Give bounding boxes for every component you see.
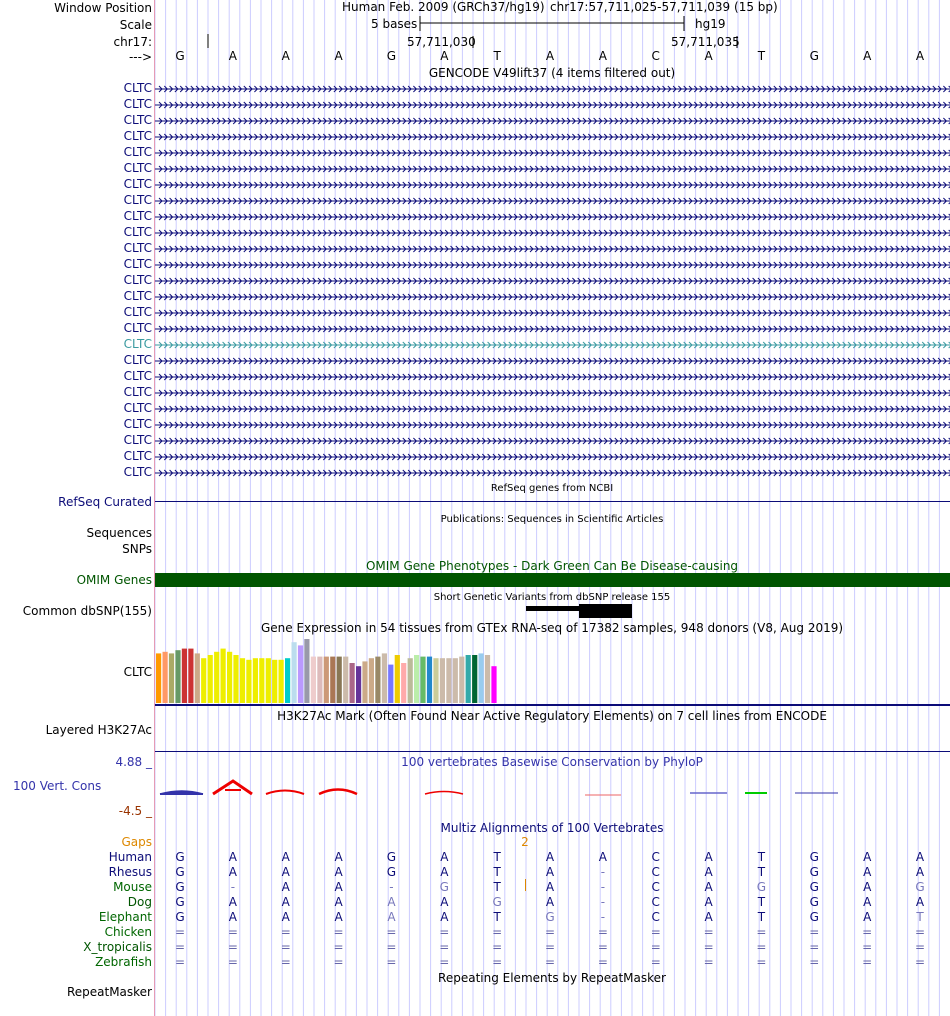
- gencode-gene-label[interactable]: CLTC: [123, 385, 152, 399]
- alignment-base: G: [809, 910, 819, 924]
- alignment-base: A: [440, 865, 449, 879]
- reference-base: C: [651, 49, 660, 63]
- alignment-base: A: [281, 895, 290, 909]
- alignment-base: T: [916, 910, 924, 924]
- alignment-base: G: [175, 910, 185, 924]
- alignment-base: A: [704, 910, 713, 924]
- gencode-transcript[interactable]: [155, 436, 950, 446]
- gtex-tissue-bar[interactable]: [163, 652, 168, 703]
- alignment-base: A: [545, 895, 555, 909]
- reference-base: G: [386, 49, 397, 63]
- gap-insertion-mark[interactable]: [525, 879, 526, 891]
- omim-gene-bar[interactable]: [155, 573, 950, 587]
- gencode-gene-label[interactable]: CLTC: [123, 209, 152, 223]
- gencode-transcript[interactable]: [155, 116, 950, 126]
- dbsnp-label[interactable]: Common dbSNP(155): [22, 604, 152, 618]
- gencode-transcript[interactable]: [155, 388, 950, 398]
- dbsnp-variant-thin[interactable]: [526, 606, 579, 611]
- reference-base: G: [175, 49, 185, 63]
- gencode-gene-label[interactable]: CLTC: [123, 353, 152, 367]
- reference-base: A: [334, 49, 343, 63]
- gtex-tissue-bar[interactable]: [195, 653, 200, 703]
- gtex-tissue-bar[interactable]: [169, 653, 174, 703]
- reference-base: T: [757, 49, 766, 63]
- gtex-tissue-bar[interactable]: [466, 655, 471, 703]
- reference-base: A: [440, 49, 449, 63]
- alignment-base: G: [809, 880, 819, 894]
- scale-label: Scale: [119, 18, 152, 32]
- gtex-tissue-bar[interactable]: [201, 658, 206, 703]
- alignment-base: =: [280, 955, 291, 969]
- alignment-base: =: [439, 940, 450, 954]
- alignment-base: A: [915, 850, 925, 864]
- alignment-base: =: [915, 955, 926, 969]
- alignment-base: =: [386, 940, 397, 954]
- gtex-tissue-bar[interactable]: [479, 653, 484, 703]
- gencode-transcript[interactable]: [155, 84, 950, 94]
- alignment-base: =: [703, 925, 714, 939]
- alignment-base: A: [281, 880, 290, 894]
- species-label[interactable]: Zebrafish: [95, 955, 152, 969]
- alignment-base: G: [439, 880, 449, 894]
- gtex-tissue-bar[interactable]: [317, 657, 322, 703]
- gtex-tissue-bar[interactable]: [233, 655, 238, 703]
- repeatmasker-title: Repeating Elements by RepeatMasker: [438, 971, 666, 985]
- gencode-gene-label[interactable]: CLTC: [123, 257, 152, 271]
- gaps-value: 2: [521, 835, 529, 849]
- alignment-base: C: [651, 865, 660, 879]
- alignment-base: G: [175, 880, 185, 894]
- gencode-transcript[interactable]: [155, 228, 950, 238]
- gencode-gene-label[interactable]: CLTC: [123, 161, 152, 175]
- reference-base: A: [863, 49, 872, 63]
- gencode-transcript[interactable]: [155, 244, 950, 254]
- alignment-base: =: [650, 955, 661, 969]
- gencode-transcript[interactable]: [155, 340, 950, 350]
- gencode-gene-label[interactable]: CLTC: [123, 449, 152, 463]
- gtex-bar-chart[interactable]: [155, 630, 950, 710]
- species-label[interactable]: Mouse: [113, 880, 152, 894]
- gtex-tissue-bar[interactable]: [362, 661, 367, 703]
- alignment-base: =: [439, 925, 450, 939]
- gtex-tissue-bar[interactable]: [453, 658, 458, 703]
- reference-base: T: [493, 49, 501, 63]
- gencode-gene-label[interactable]: CLTC: [123, 369, 152, 383]
- gencode-transcript[interactable]: [155, 260, 950, 270]
- gtex-tissue-bar[interactable]: [259, 658, 264, 703]
- alignment-base: =: [280, 925, 291, 939]
- alignment-base: G: [386, 865, 397, 879]
- species-label[interactable]: Elephant: [98, 910, 152, 924]
- gencode-transcript[interactable]: [155, 132, 950, 142]
- alignment-base: A: [545, 880, 555, 894]
- publications-title: Publications: Sequences in Scientific Articles: [440, 514, 664, 525]
- alignment-base: A: [863, 910, 872, 924]
- alignment-base: =: [809, 925, 820, 939]
- alignment-base: T: [493, 850, 501, 864]
- alignment-base: =: [386, 925, 397, 939]
- alignment-base: =: [915, 925, 926, 939]
- gtex-tissue-bar[interactable]: [298, 645, 303, 703]
- gencode-gene-label[interactable]: CLTC: [123, 97, 152, 111]
- gtex-tissue-bar[interactable]: [485, 655, 490, 703]
- alignment-base: T: [493, 865, 501, 879]
- gencode-gene-label[interactable]: CLTC: [123, 273, 152, 287]
- alignment-base: G: [809, 865, 819, 879]
- gtex-tissue-bar[interactable]: [246, 660, 251, 703]
- gtex-tissue-bar[interactable]: [401, 663, 406, 703]
- species-label[interactable]: X_tropicalis: [83, 940, 152, 954]
- alignment-base: =: [227, 940, 238, 954]
- chrom-label: chr17:: [113, 35, 152, 49]
- h3k27ac-title: H3K27Ac Mark (Often Found Near Active Regulatory Elements) on 7 cell lines from ENCODE: [277, 709, 827, 723]
- alignment-base: =: [756, 925, 767, 939]
- gtex-tissue-bar[interactable]: [427, 657, 432, 703]
- gencode-gene-label[interactable]: CLTC: [123, 289, 152, 303]
- gencode-gene-label[interactable]: CLTC: [123, 193, 152, 207]
- gencode-gene-label[interactable]: CLTC: [123, 465, 152, 479]
- species-label[interactable]: Chicken: [104, 925, 152, 939]
- alignment-base: A: [704, 880, 713, 894]
- gtex-tissue-bar[interactable]: [337, 657, 342, 703]
- reference-base: A: [281, 49, 290, 63]
- gtex-tissue-bar[interactable]: [272, 660, 277, 703]
- gencode-transcript[interactable]: [155, 292, 950, 302]
- gencode-gene-label[interactable]: CLTC: [123, 177, 152, 191]
- alignment-base: A: [915, 895, 925, 909]
- gtex-tissue-bar[interactable]: [227, 652, 232, 703]
- alignment-base: A: [545, 865, 555, 879]
- coord-right: 57,711,035: [671, 35, 740, 49]
- track-area[interactable]: [155, 0, 950, 1016]
- gencode-gene-label[interactable]: CLTC: [123, 81, 152, 95]
- alignment-base: G: [809, 895, 819, 909]
- publications-label[interactable]: Sequences: [86, 526, 152, 540]
- gtex-tissue-bar[interactable]: [459, 657, 464, 703]
- gencode-transcript[interactable]: [155, 372, 950, 382]
- gencode-transcript[interactable]: [155, 404, 950, 414]
- species-label[interactable]: Rhesus: [108, 865, 152, 879]
- gencode-transcript[interactable]: [155, 420, 950, 430]
- gtex-baseline: [155, 704, 950, 706]
- gtex-tissue-bar[interactable]: [279, 660, 284, 703]
- reference-base: G: [809, 49, 819, 63]
- alignment-base: A: [704, 850, 713, 864]
- gencode-transcript[interactable]: [155, 324, 950, 334]
- gtex-tissue-bar[interactable]: [208, 655, 213, 703]
- alignment-base: =: [492, 925, 503, 939]
- alignment-base: A: [281, 850, 290, 864]
- alignment-base: G: [492, 895, 502, 909]
- reference-base: A: [545, 49, 555, 63]
- gtex-tissue-bar[interactable]: [414, 655, 419, 703]
- reference-base: A: [915, 49, 925, 63]
- alignment-base: A: [228, 865, 237, 879]
- alignment-base: A: [440, 850, 449, 864]
- alignment-base: -: [600, 895, 606, 909]
- alignment-base: -: [600, 910, 606, 924]
- alignment-base: =: [333, 925, 344, 939]
- gtex-tissue-bar[interactable]: [408, 658, 413, 703]
- alignment-base: =: [333, 940, 344, 954]
- gtex-tissue-bar[interactable]: [472, 655, 477, 703]
- alignment-base: A: [863, 880, 872, 894]
- alignment-base: C: [651, 880, 660, 894]
- gtex-tissue-bar[interactable]: [375, 657, 380, 703]
- gtex-tissue-bar[interactable]: [446, 658, 451, 703]
- gencode-gene-label[interactable]: CLTC: [123, 241, 152, 255]
- gtex-tissue-bar[interactable]: [343, 657, 348, 703]
- gtex-tissue-bar[interactable]: [175, 650, 180, 703]
- alignment-base: =: [544, 955, 556, 969]
- refseq-gene-line[interactable]: [155, 501, 950, 502]
- gtex-tissue-bar[interactable]: [388, 665, 393, 703]
- gtex-tissue-bar[interactable]: [311, 657, 316, 703]
- alignment-base: =: [492, 955, 503, 969]
- alignment-base: =: [174, 955, 186, 969]
- alignment-base: -: [389, 880, 394, 894]
- alignment-base: G: [386, 850, 397, 864]
- alignment-base: =: [650, 940, 661, 954]
- gencode-transcript[interactable]: [155, 196, 950, 206]
- track-labels: [0, 0, 154, 1016]
- refseq-title: RefSeq genes from NCBI: [490, 483, 614, 494]
- phylop-title: 100 vertebrates Basewise Conservation by PhyloP: [401, 755, 703, 769]
- gtex-tissue-bar[interactable]: [188, 649, 193, 703]
- alignment-base: =: [597, 925, 608, 939]
- reference-base: A: [228, 49, 237, 63]
- gtex-tissue-bar[interactable]: [304, 639, 309, 703]
- gtex-tissue-bar[interactable]: [440, 658, 445, 703]
- gencode-transcript[interactable]: [155, 148, 950, 158]
- gtex-tissue-bar[interactable]: [156, 653, 161, 703]
- h3k27ac-baseline: [155, 751, 950, 752]
- gtex-tissue-bar[interactable]: [266, 658, 271, 703]
- alignment-base: =: [439, 955, 450, 969]
- gencode-gene-label[interactable]: CLTC: [123, 225, 152, 239]
- gtex-tissue-bar[interactable]: [285, 658, 290, 703]
- alignment-base: A: [598, 850, 607, 864]
- alignment-base: T: [493, 880, 501, 894]
- multiz-title: Multiz Alignments of 100 Vertebrates: [440, 821, 664, 835]
- gencode-transcript[interactable]: [155, 452, 950, 462]
- gtex-tissue-bar[interactable]: [395, 655, 400, 703]
- alignment-base: A: [440, 910, 449, 924]
- alignment-base: A: [228, 895, 237, 909]
- species-label[interactable]: Dog: [127, 895, 152, 909]
- scale-text: 5 bases: [371, 17, 418, 31]
- alignment-base: A: [281, 865, 290, 879]
- gaps-label: Gaps: [121, 835, 152, 849]
- alignment-base: T: [757, 850, 766, 864]
- alignment-base: -: [600, 880, 606, 894]
- position-text: chr17:57,711,025-57,711,039 (15 bp): [550, 0, 778, 14]
- gencode-title: GENCODE V49lift37 (4 items filtered out): [428, 66, 676, 80]
- alignment-base: G: [756, 880, 767, 894]
- alignment-base: =: [544, 925, 556, 939]
- gencode-transcript[interactable]: [155, 468, 950, 478]
- alignment-base: C: [651, 895, 660, 909]
- alignment-base: A: [704, 895, 713, 909]
- refseq-label[interactable]: RefSeq Curated: [58, 495, 152, 509]
- gencode-gene-label[interactable]: CLTC: [123, 305, 152, 319]
- dbsnp-title: Short Genetic Variants from dbSNP release 155: [433, 592, 671, 603]
- gencode-gene-label[interactable]: CLTC: [123, 145, 152, 159]
- alignment-base: A: [863, 865, 872, 879]
- gtex-tissue-bar[interactable]: [214, 652, 219, 703]
- gencode-transcript[interactable]: [155, 308, 950, 318]
- alignment-base: =: [386, 955, 397, 969]
- gtex-tissue-bar[interactable]: [253, 658, 258, 703]
- reference-base: A: [704, 49, 713, 63]
- alignment-base: A: [863, 850, 872, 864]
- gencode-transcript[interactable]: [155, 100, 950, 110]
- gencode-gene-label[interactable]: CLTC: [123, 129, 152, 143]
- alignment-base: A: [387, 895, 396, 909]
- alignment-base: =: [544, 940, 556, 954]
- gtex-tissue-bar[interactable]: [292, 642, 297, 703]
- gencode-gene-label[interactable]: CLTC: [123, 337, 152, 351]
- window-position-label: Window Position: [54, 1, 152, 15]
- species-label[interactable]: Human: [108, 850, 152, 864]
- gtex-tissue-bar[interactable]: [356, 666, 361, 703]
- alignment-base: C: [651, 850, 660, 864]
- repeatmasker-label[interactable]: RepeatMasker: [66, 985, 152, 999]
- alignment-base: -: [230, 880, 236, 894]
- alignment-base: A: [334, 910, 343, 924]
- gtex-tissue-bar[interactable]: [324, 657, 329, 703]
- alignment-base: =: [333, 955, 344, 969]
- gtex-tissue-bar[interactable]: [350, 663, 355, 703]
- gtex-tissue-bar[interactable]: [330, 657, 335, 703]
- gtex-tissue-bar[interactable]: [182, 649, 187, 703]
- alignment-base: A: [334, 865, 343, 879]
- alignment-base: G: [175, 895, 185, 909]
- alignment-base: -: [600, 865, 606, 879]
- alignment-base: =: [703, 940, 714, 954]
- alignment-base: =: [597, 955, 608, 969]
- gencode-transcript[interactable]: [155, 356, 950, 366]
- alignment-base: A: [545, 850, 555, 864]
- alignment-base: =: [227, 955, 238, 969]
- alignment-base: T: [493, 910, 501, 924]
- gtex-title: Gene Expression in 54 tissues from GTEx RNA-seq of 17382 samples, 948 donors (V8, Aug 2019): [260, 621, 844, 635]
- gtex-tissue-bar[interactable]: [240, 658, 245, 703]
- alignment-base: A: [387, 910, 396, 924]
- gtex-tissue-bar[interactable]: [433, 658, 438, 703]
- alignment-base: =: [174, 940, 186, 954]
- alignment-base: A: [334, 850, 343, 864]
- gencode-gene-label[interactable]: CLTC: [123, 417, 152, 431]
- alignment-base: =: [227, 925, 238, 939]
- gtex-tissue-bar[interactable]: [369, 658, 374, 703]
- strand-label: --->: [128, 50, 152, 64]
- alignment-base: A: [704, 865, 713, 879]
- alignment-base: =: [915, 940, 926, 954]
- alignment-base: A: [334, 895, 343, 909]
- alignment-base: A: [334, 880, 343, 894]
- alignment-base: =: [809, 955, 820, 969]
- alignment-base: G: [175, 850, 185, 864]
- gencode-gene-label[interactable]: CLTC: [123, 113, 152, 127]
- coord-left: 57,711,030: [407, 35, 476, 49]
- alignment-base: =: [862, 955, 873, 969]
- alignment-base: T: [757, 895, 766, 909]
- alignment-base: A: [915, 865, 925, 879]
- snps-label[interactable]: SNPs: [122, 542, 152, 556]
- alignment-base: C: [651, 910, 660, 924]
- gtex-tissue-bar[interactable]: [491, 666, 496, 703]
- alignment-base: T: [757, 910, 766, 924]
- gencode-gene-label[interactable]: CLTC: [123, 401, 152, 415]
- gtex-tissue-bar[interactable]: [382, 653, 387, 703]
- alignment-base: A: [228, 910, 237, 924]
- reference-base: A: [598, 49, 607, 63]
- alignment-base: A: [440, 895, 449, 909]
- alignment-base: G: [175, 865, 185, 879]
- alignment-base: T: [757, 865, 766, 879]
- phylop-max-label: 4.88 _: [115, 755, 152, 769]
- alignment-base: =: [492, 940, 503, 954]
- alignment-base: =: [862, 925, 873, 939]
- alignment-base: =: [280, 940, 291, 954]
- assembly-text: Human Feb. 2009 (GRCh37/hg19): [342, 0, 545, 14]
- gencode-gene-label[interactable]: CLTC: [123, 433, 152, 447]
- alignment-base: G: [545, 910, 555, 924]
- gencode-transcript[interactable]: [155, 276, 950, 286]
- alignment-base: A: [281, 910, 290, 924]
- alignment-base: G: [915, 880, 925, 894]
- alignment-base: G: [809, 850, 819, 864]
- alignment-base: A: [863, 895, 872, 909]
- alignment-base: =: [650, 925, 661, 939]
- gencode-transcript[interactable]: [155, 180, 950, 190]
- h3k27ac-label[interactable]: Layered H3K27Ac: [45, 723, 152, 737]
- gencode-transcript[interactable]: [155, 164, 950, 174]
- phylop-label[interactable]: 100 Vert. Cons: [13, 779, 102, 793]
- phylop-min-label: -4.5 _: [118, 804, 152, 818]
- alignment-base: A: [228, 850, 237, 864]
- alignment-base: =: [597, 940, 608, 954]
- dbsnp-variant-block[interactable]: [579, 604, 632, 618]
- omim-label[interactable]: OMIM Genes: [76, 573, 152, 587]
- alignment-base: =: [703, 955, 714, 969]
- gtex-gene-label[interactable]: CLTC: [123, 665, 152, 679]
- gtex-tissue-bar[interactable]: [420, 657, 425, 703]
- gencode-gene-label[interactable]: CLTC: [123, 321, 152, 335]
- alignment-base: =: [756, 955, 767, 969]
- alignment-base: =: [862, 940, 873, 954]
- db-text: hg19: [695, 17, 726, 31]
- alignment-base: =: [756, 940, 767, 954]
- omim-title: OMIM Gene Phenotypes - Dark Green Can Be Disease-causing: [365, 559, 739, 573]
- gtex-tissue-bar[interactable]: [221, 649, 226, 703]
- alignment-base: =: [809, 940, 820, 954]
- alignment-base: =: [174, 925, 186, 939]
- gencode-transcript[interactable]: [155, 212, 950, 222]
